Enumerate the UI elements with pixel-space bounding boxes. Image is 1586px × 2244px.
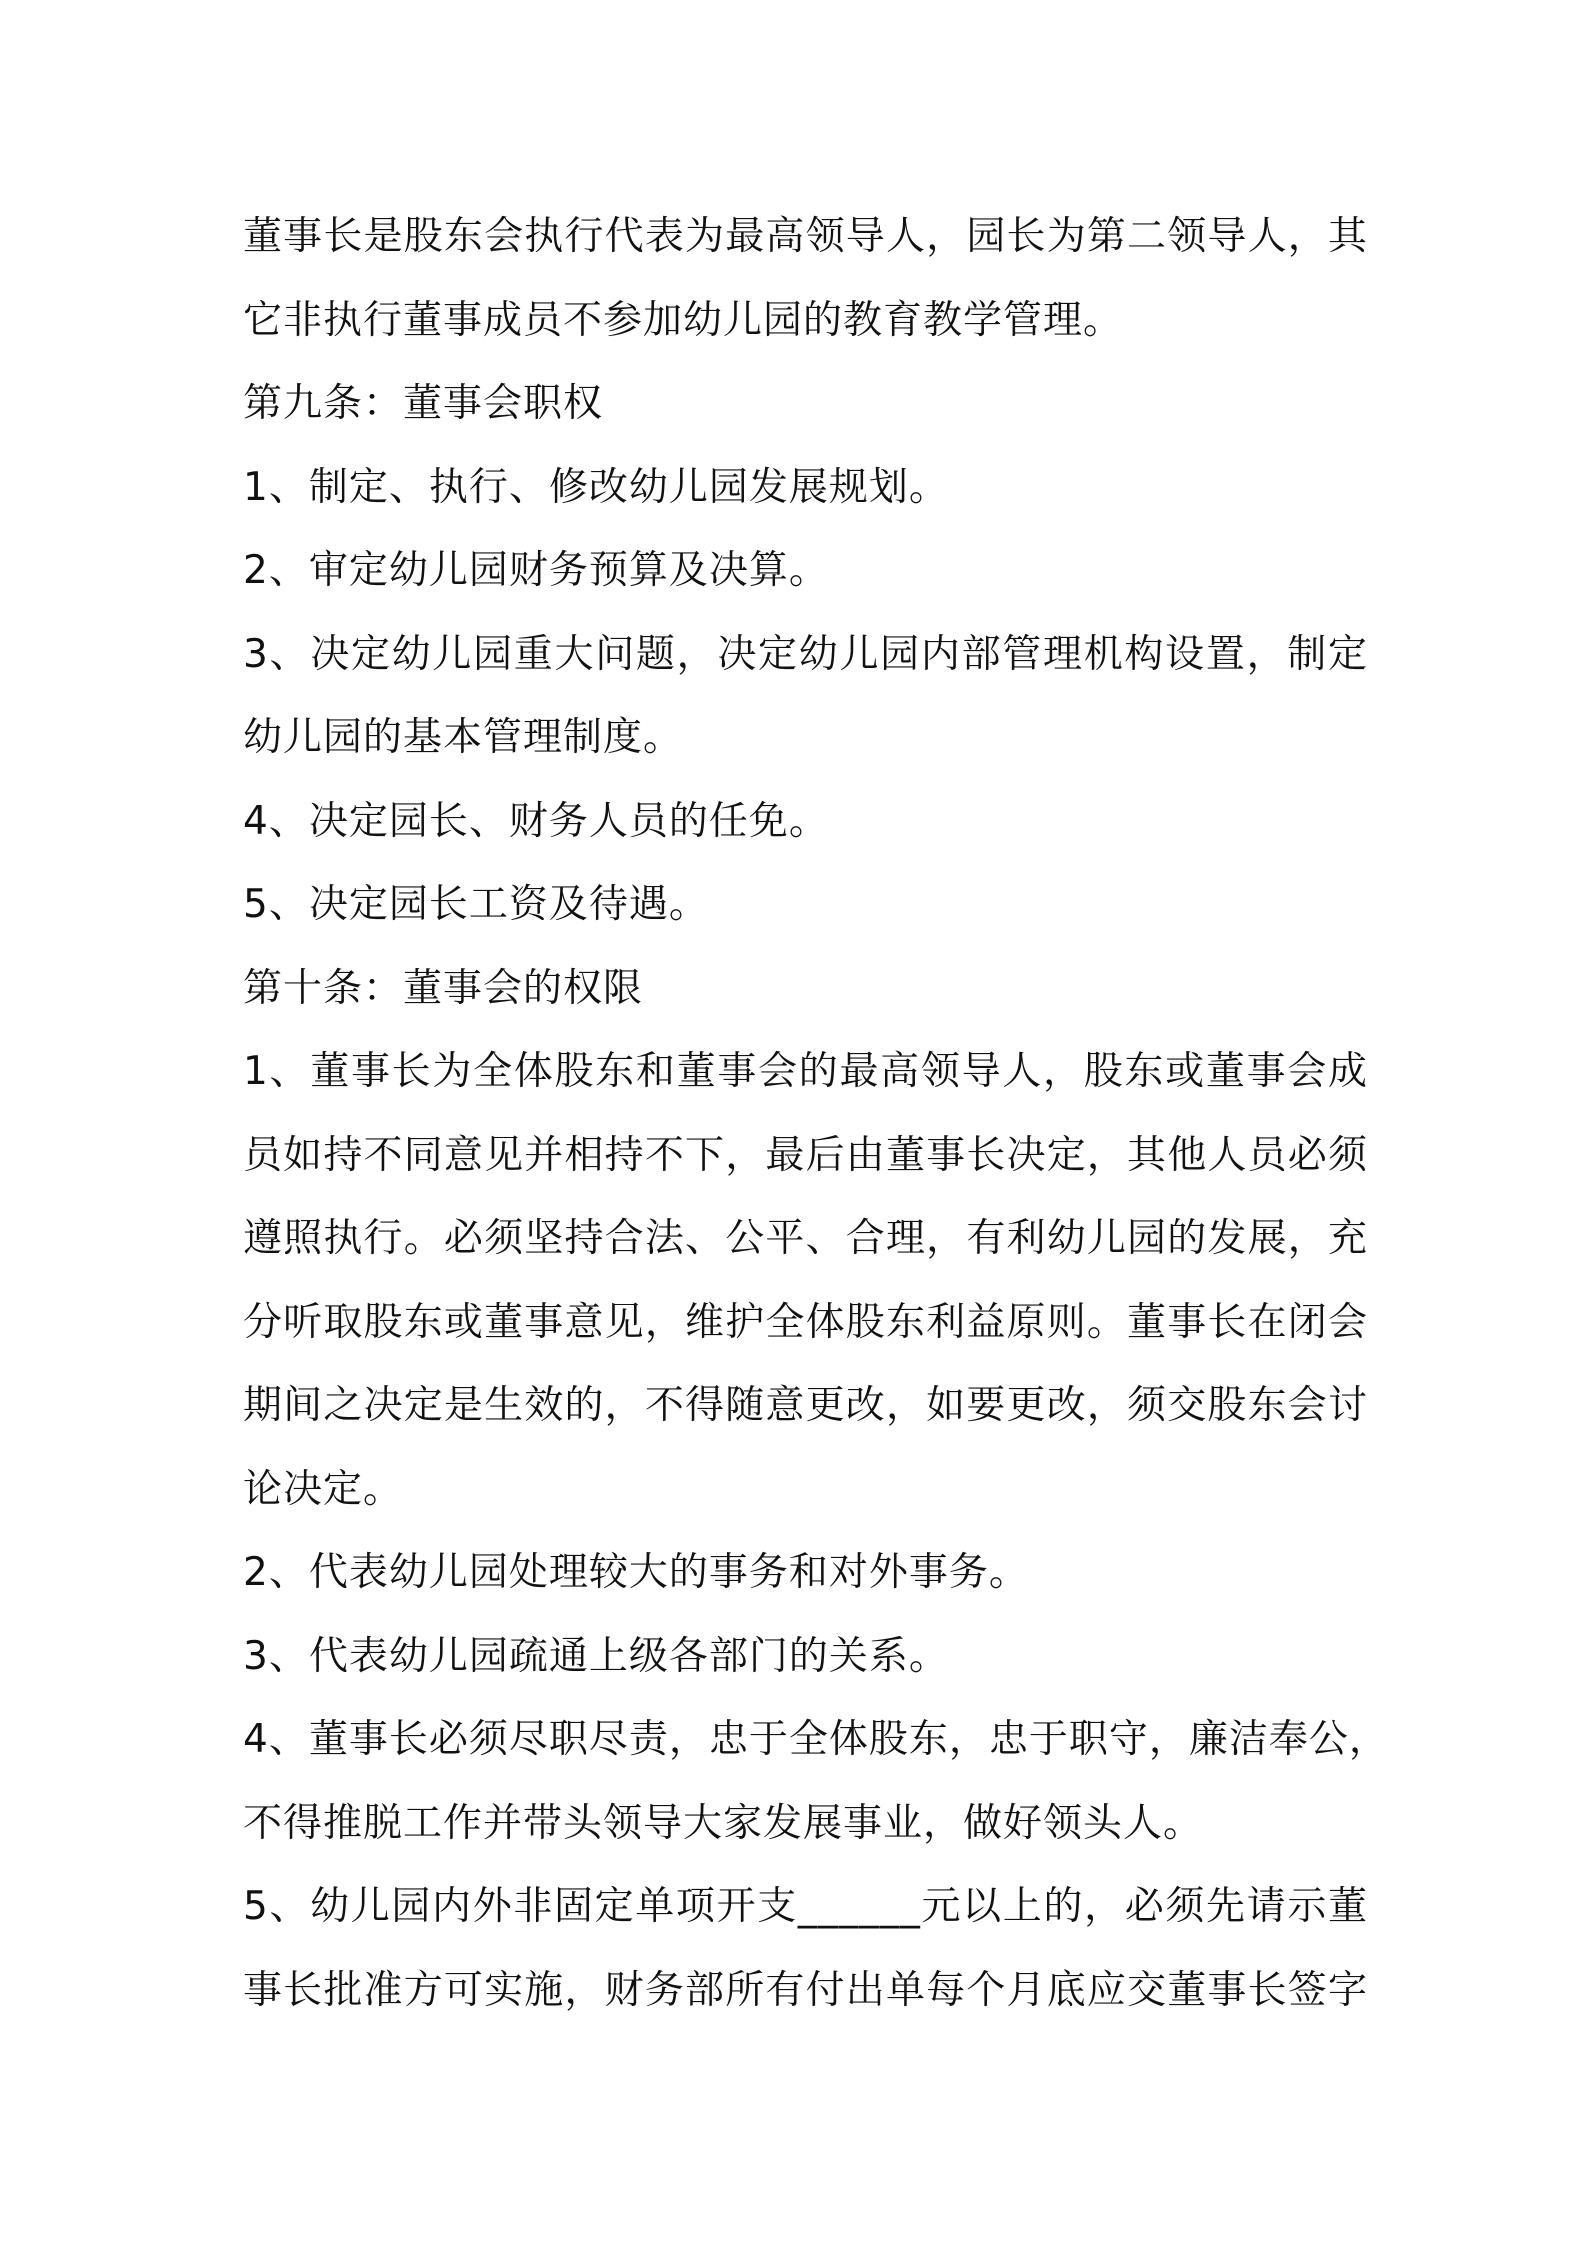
list-item: 5、决定园长工资及待遇。 <box>243 882 709 927</box>
section-heading: 第九条：董事会职权 <box>243 381 604 426</box>
document-body <box>243 195 1389 2032</box>
list-item: 2、代表幼儿园处理较大的事务和对外事务。 <box>243 1550 1029 1595</box>
paragraph-line: 员如持不同意见并相持不下，最后由董事长决定，其他人员必须 <box>243 1132 1368 1178</box>
list-item: 3、代表幼儿园疏通上级各部门的关系。 <box>243 1633 949 1679</box>
list-item: 5、幼儿园内外非固定单项开支______元以上的，必须先请示董 <box>243 1884 1368 1929</box>
paragraph-line: 幼儿园的基本管理制度。 <box>243 715 684 760</box>
list-item: 1、制定、执行、修改幼儿园发展规划。 <box>243 464 949 510</box>
paragraph-line: 期间之决定是生效的，不得随意更改，如要更改，须交股东会讨 <box>243 1383 1368 1428</box>
paragraph-line: 分听取股东或董事意见，维护全体股东利益原则。董事长在闭会 <box>243 1299 1368 1345</box>
paragraph-line: 董事长是股东会执行代表为最高领导人，园长为第二领导人，其 <box>243 214 1368 259</box>
section-heading: 第十条：董事会的权限 <box>243 965 644 1011</box>
paragraph-line: 遵照执行。必须坚持合法、公平、合理，有利幼儿园的发展，充 <box>243 1216 1368 1261</box>
list-item: 4、决定园长、财务人员的任免。 <box>243 798 829 844</box>
paragraph-line: 不得推脱工作并带头领导大家发展事业，做好领头人。 <box>243 1800 1204 1846</box>
paragraph-line: 论决定。 <box>243 1466 404 1512</box>
list-item: 4、董事长必须尽职尽责，忠于全体股东，忠于职守，廉洁奉公， <box>243 1717 1389 1762</box>
paragraph-line: 它非执行董事成员不参加幼儿园的教育教学管理。 <box>243 297 1124 343</box>
paragraph-line: 事长批准方可实施，财务部所有付出单每个月底应交董事长签字 <box>243 1967 1368 2013</box>
list-item: 2、审定幼儿园财务预算及决算。 <box>243 548 829 593</box>
list-item: 3、决定幼儿园重大问题，决定幼儿园内部管理机构设置，制定 <box>243 631 1368 677</box>
list-item: 1、董事长为全体股东和董事会的最高领导人，股东或董事会成 <box>243 1049 1368 1094</box>
